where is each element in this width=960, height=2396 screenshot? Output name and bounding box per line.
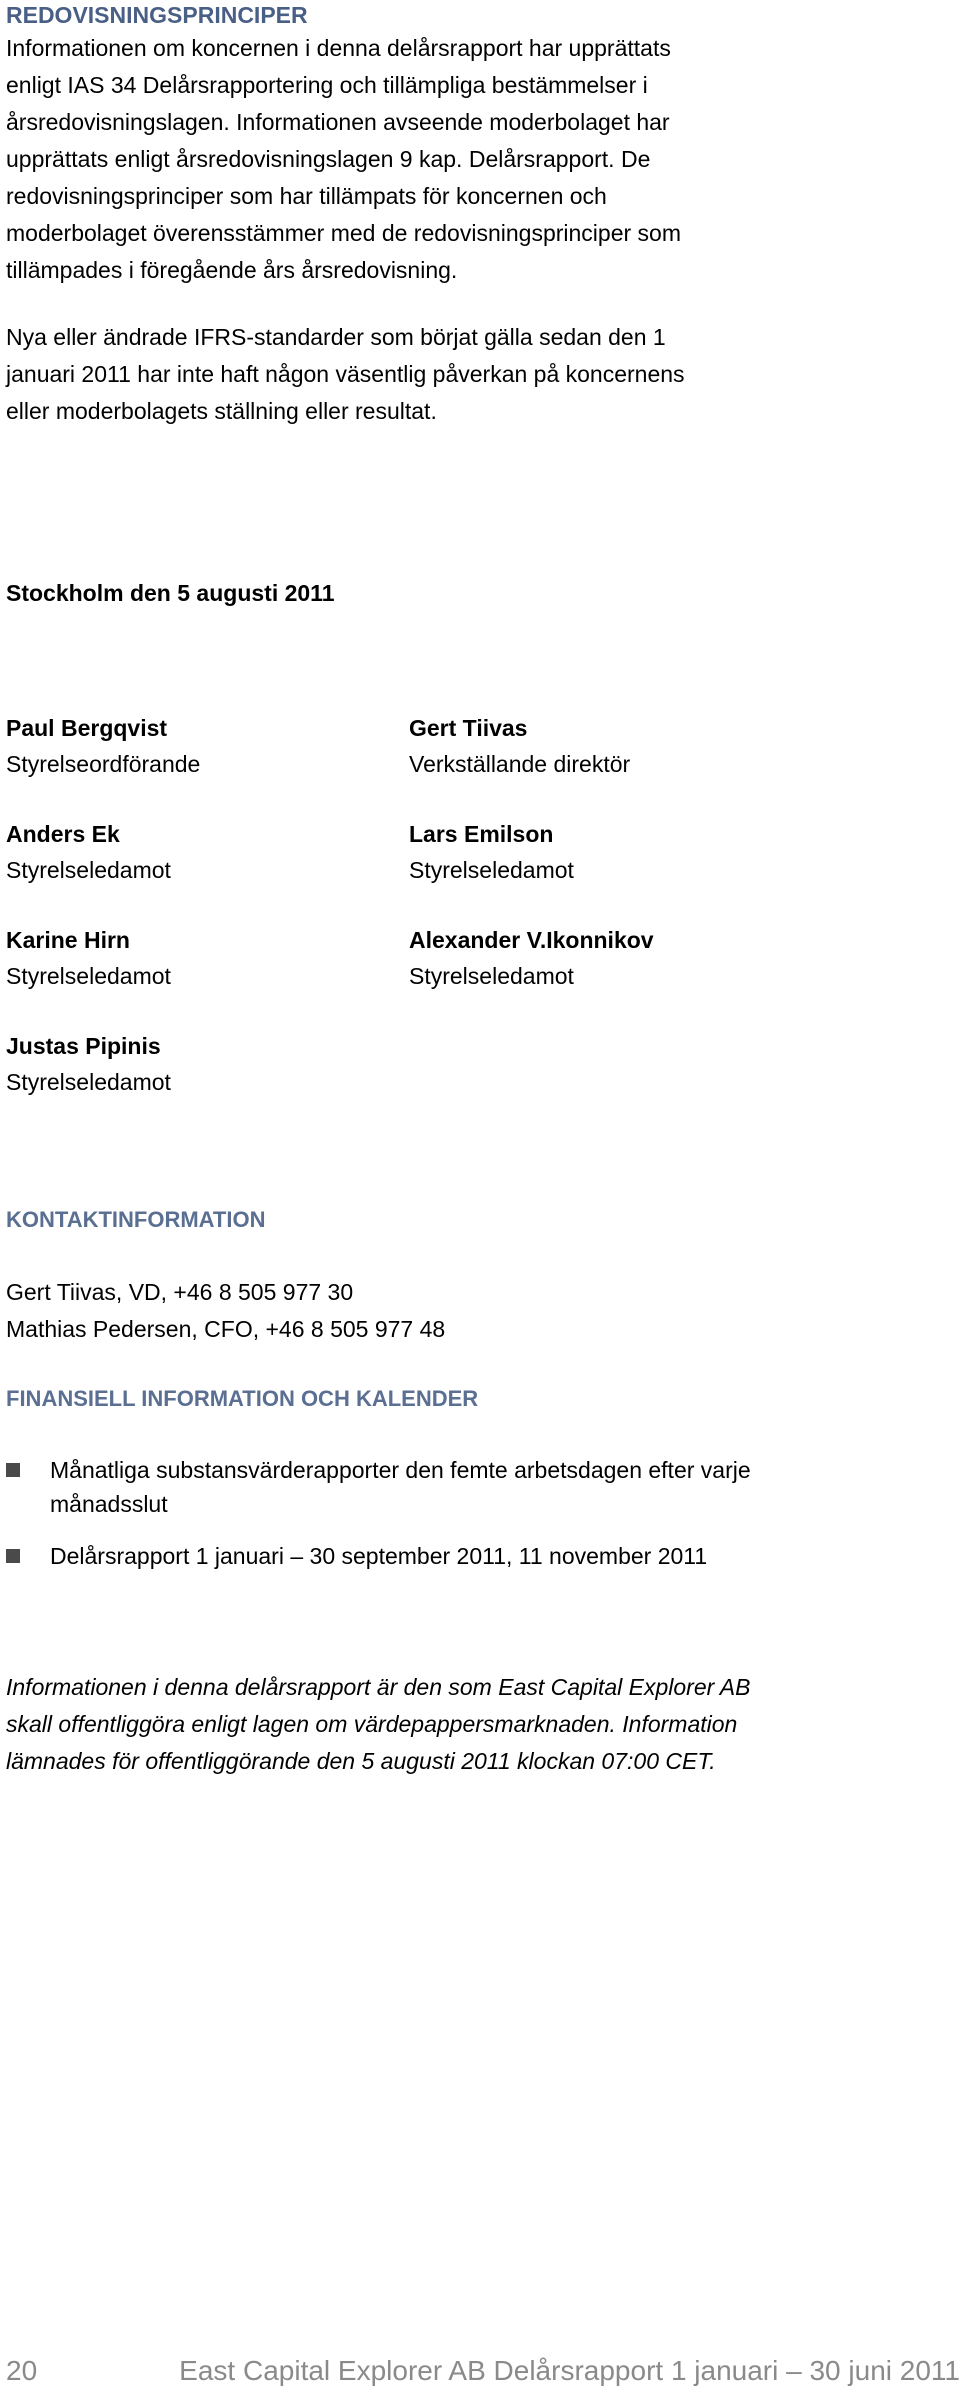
contact-line: Mathias Pedersen, CFO, +46 8 505 977 48 xyxy=(6,1316,446,1342)
signature-block xyxy=(6,816,171,888)
page-footer xyxy=(6,2354,960,2388)
footer-title: East Capital Explorer AB Delårsrapport 1 januari – 30 juni 2011 xyxy=(179,2355,960,2386)
page-number: 20 xyxy=(6,2355,38,2386)
disclosure-paragraph: Informationen i denna delårsrapport är den som East Capital Explorer AB skall offentliggöra enligt lagen om värdepappersmarknaden. Information lämnades för offentliggörande den 5 augusti 2011 klockan 07:00 CET. xyxy=(6,1674,751,1774)
bullet-square-icon xyxy=(6,1549,20,1563)
signatory-name: Alexander V.Ikonnikov xyxy=(409,927,654,953)
signature-block xyxy=(6,922,171,994)
place-date: Stockholm den 5 augusti 2011 xyxy=(6,580,335,606)
bullet-square-icon xyxy=(6,1463,20,1477)
list-item-text: Delårsrapport 1 januari – 30 september 2011, 11 november 2011 xyxy=(50,1543,708,1569)
signatory-name: Gert Tiivas xyxy=(409,715,528,741)
signature-block xyxy=(409,816,574,888)
contact-line: Gert Tiivas, VD, +46 8 505 977 30 xyxy=(6,1279,354,1305)
signatory-name: Paul Bergqvist xyxy=(6,715,168,741)
accounting-section xyxy=(6,0,706,430)
accounting-paragraph-1: Informationen om koncernen i denna delårsrapport har upprättats enligt IAS 34 Delårsrapportering och tillämpliga bestämmelser i årsredovisningslagen. Informationen avseende moderbolaget har upprättats enligt årsredovisningslagen 9 kap. Delårsrapport. De redovisningsprinciper som har tillämpats för koncernen och moderbolaget överensstämmer med de redovisningsprinciper som tillämpades i föregående års årsredovisning. xyxy=(6,35,681,283)
signature-block xyxy=(6,710,200,782)
signatory-name: Justas Pipinis xyxy=(6,1033,161,1059)
signatory-title: Verkställande direktör xyxy=(409,751,631,777)
signatory-title: Styrelseordförande xyxy=(6,751,201,777)
signatory-name: Lars Emilson xyxy=(409,821,554,847)
signatory-title: Styrelseledamot xyxy=(6,1069,171,1095)
list-item-text: Månatliga substansvärderapporter den femte arbetsdagen efter varje månadsslut xyxy=(50,1457,751,1517)
signatory-name: Anders Ek xyxy=(6,821,120,847)
signature-block xyxy=(409,710,630,782)
signatory-name: Karine Hirn xyxy=(6,927,130,953)
signatory-title: Styrelseledamot xyxy=(409,963,574,989)
signatory-title: Styrelseledamot xyxy=(6,963,171,989)
accounting-heading: REDOVISNINGSPRINCIPER xyxy=(6,2,308,28)
signature-block xyxy=(6,1028,171,1100)
accounting-paragraph-2: Nya eller ändrade IFRS-standarder som börjat gälla sedan den 1 januari 2011 har inte haft någon väsentlig påverkan på koncernens eller moderbolagets ställning eller resultat. xyxy=(6,324,685,424)
list-item xyxy=(6,1453,766,1521)
signatory-title: Styrelseledamot xyxy=(409,857,574,883)
signatory-title: Styrelseledamot xyxy=(6,857,171,883)
contact-lines xyxy=(6,1274,445,1348)
contact-heading: KONTAKTINFORMATION xyxy=(6,1207,266,1232)
financial-heading: FINANSIELL INFORMATION OCH KALENDER xyxy=(6,1386,479,1411)
signature-block xyxy=(409,922,654,994)
list-item xyxy=(6,1539,766,1573)
